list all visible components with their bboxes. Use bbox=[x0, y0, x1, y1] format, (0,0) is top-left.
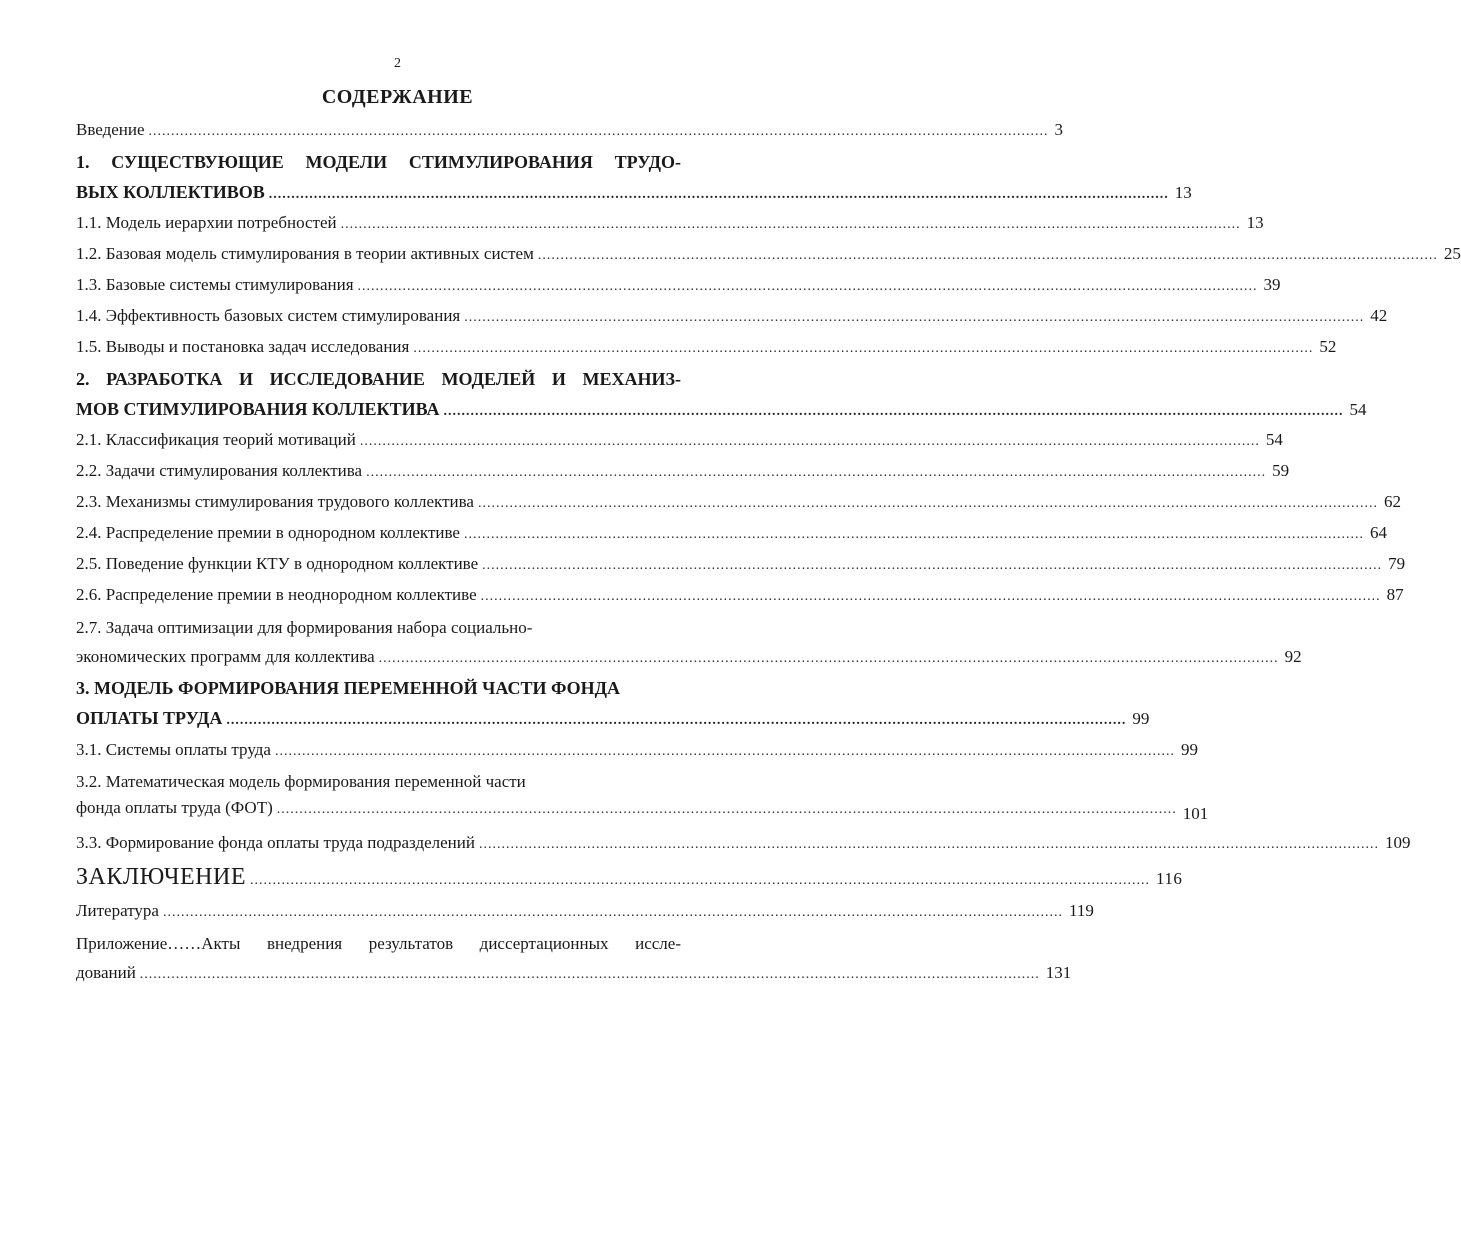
toc-entry-page: 87 bbox=[1386, 585, 1404, 604]
leader-dots: ........................................................................................................................................................................................................ bbox=[537, 248, 1438, 263]
toc-entry-1-2[interactable] bbox=[76, 244, 1461, 272]
leader-dots: ........................................................................................................................................................................................................ bbox=[480, 589, 1381, 604]
leader-dots: ........................................................................................................................................................................................................ bbox=[226, 713, 1127, 728]
toc-entry-title: ОПЛАТЫ ТРУДА bbox=[76, 708, 223, 728]
toc-entry-3-3[interactable] bbox=[76, 833, 1411, 861]
toc-entry-page: 99 bbox=[1180, 740, 1198, 759]
toc-entry-page: 13 bbox=[1246, 213, 1264, 232]
leader-dots: ........................................................................................................................................................................................................ bbox=[478, 837, 1379, 852]
toc-entry-title: ЗАКЛЮЧЕНИЕ bbox=[76, 864, 246, 890]
leader-dots: ........................................................................................................................................................................................................ bbox=[276, 802, 1177, 817]
leader-dots: ........................................................................................................................................................................................................ bbox=[477, 496, 1378, 511]
toc-entry-1-1[interactable] bbox=[76, 213, 1264, 241]
toc-entry-page: 99 bbox=[1132, 709, 1150, 728]
toc-entry-title: 1.1. Модель иерархии потребностей bbox=[76, 213, 337, 232]
leader-dots: ........................................................................................................................................................................................................ bbox=[443, 404, 1344, 419]
toc-entry-title: 1.4. Эффективность базовых систем стимулирования bbox=[76, 306, 461, 325]
toc-entry-2-7-line1: 2.7. Задача оптимизации для формирования набора социально- bbox=[76, 618, 533, 637]
leader-dots: ........................................................................................................................................................................................................ bbox=[463, 527, 1364, 542]
toc-entry-2-5[interactable] bbox=[76, 554, 1406, 582]
toc-entry-3-2-line1: 3.2. Математическая модель формирования переменной части bbox=[76, 772, 526, 791]
leader-dots: ........................................................................................................................................................................................................ bbox=[162, 905, 1063, 920]
toc-entry-title: 1.2. Базовая модель стимулирования в теории активных систем bbox=[76, 244, 534, 263]
leader-dots: ........................................................................................................................................................................................................ bbox=[482, 558, 1383, 573]
toc-entry-title: ВЫХ КОЛЛЕКТИВОВ bbox=[76, 182, 265, 202]
toc-entry-chapter-2[interactable] bbox=[76, 399, 1367, 427]
leader-dots: ........................................................................................................................................................................................................ bbox=[249, 873, 1150, 888]
leader-dots: ........................................................................................................................................................................................................ bbox=[413, 341, 1314, 356]
toc-entry-title: Введение bbox=[76, 120, 145, 139]
toc-entry-title: 2.2. Задачи стимулирования коллектива bbox=[76, 461, 363, 480]
toc-entry-title: 1.3. Базовые системы стимулирования bbox=[76, 275, 354, 294]
toc-entry-title: фонда оплаты труда (ФОТ) bbox=[76, 798, 273, 817]
leader-dots: ........................................................................................................................................................................................................ bbox=[268, 187, 1169, 202]
toc-entry-page: 62 bbox=[1383, 492, 1401, 511]
toc-entry-2-6[interactable] bbox=[76, 585, 1404, 613]
toc-entry-2-2[interactable] bbox=[76, 461, 1290, 489]
toc-entry-title: экономических программ для коллектива bbox=[76, 647, 375, 666]
toc-entry-title: 2.6. Распределение премии в неоднородном коллективе bbox=[76, 585, 477, 604]
toc-entry-page: 79 bbox=[1388, 554, 1406, 573]
page-number: 2 bbox=[394, 56, 401, 71]
toc-entry-title: 2.1. Классификация теорий мотиваций bbox=[76, 430, 356, 449]
toc-entry-page: 109 bbox=[1384, 833, 1411, 852]
toc-chapter-1-line1: 1. СУЩЕСТВУЮЩИЕ МОДЕЛИ СТИМУЛИРОВАНИЯ ТРУДО- bbox=[76, 152, 681, 172]
toc-entry-3-1[interactable] bbox=[76, 740, 1198, 768]
toc-entry-2-4[interactable] bbox=[76, 523, 1387, 551]
toc-entry-1-3[interactable] bbox=[76, 275, 1281, 303]
toc-entry-appendix-line1: Приложение……Акты внедрения результатов диссертационных иссле- bbox=[76, 934, 681, 953]
leader-dots: ........................................................................................................................................................................................................ bbox=[148, 124, 1049, 139]
leader-dots: ........................................................................................................................................................................................................ bbox=[357, 279, 1258, 294]
leader-dots: ........................................................................................................................................................................................................ bbox=[366, 465, 1267, 480]
toc-entry-page: 25 bbox=[1443, 244, 1461, 263]
toc-entry-page: 3 bbox=[1054, 120, 1064, 139]
toc-entry-page: 101 bbox=[1182, 804, 1209, 823]
toc-entry-title: Литература bbox=[76, 901, 159, 920]
leader-dots: ........................................................................................................................................................................................................ bbox=[340, 217, 1241, 232]
toc-entry-3-2[interactable] bbox=[76, 798, 1209, 826]
toc-entry-title: 3.1. Системы оплаты труда bbox=[76, 740, 271, 759]
toc-entry-page: 59 bbox=[1272, 461, 1290, 480]
toc-entry-page: 64 bbox=[1369, 523, 1387, 542]
toc-chapter-3-line1: 3. МОДЕЛЬ ФОРМИРОВАНИЯ ПЕРЕМЕННОЙ ЧАСТИ ФОНДА bbox=[76, 678, 621, 698]
leader-dots: ........................................................................................................................................................................................................ bbox=[139, 967, 1040, 982]
toc-entry-page: 13 bbox=[1174, 183, 1192, 202]
toc-entry-literature[interactable] bbox=[76, 901, 1094, 929]
toc-chapter-2-line1: 2. РАЗРАБОТКА И ИССЛЕДОВАНИЕ МОДЕЛЕЙ И МЕХАНИЗ- bbox=[76, 369, 681, 389]
toc-entry-title: 2.3. Механизмы стимулирования трудового коллектива bbox=[76, 492, 474, 511]
page-title: СОДЕРЖАНИЕ bbox=[321, 86, 474, 108]
toc-entry-page: 119 bbox=[1068, 901, 1094, 920]
toc-entry-page: 52 bbox=[1319, 337, 1337, 356]
toc-entry-introduction[interactable] bbox=[76, 120, 1064, 148]
toc-entry-page: 54 bbox=[1349, 400, 1367, 419]
toc-entry-title: дований bbox=[76, 963, 136, 982]
toc-entry-title: МОВ СТИМУЛИРОВАНИЯ КОЛЛЕКТИВА bbox=[76, 399, 440, 419]
toc-entry-page: 92 bbox=[1284, 647, 1302, 666]
toc-entry-title: 3.3. Формирование фонда оплаты труда подразделений bbox=[76, 833, 475, 852]
toc-entry-chapter-3[interactable] bbox=[76, 708, 1150, 736]
toc-entry-2-3[interactable] bbox=[76, 492, 1401, 520]
toc-entry-page: 39 bbox=[1263, 275, 1281, 294]
toc-entry-title: 2.4. Распределение премии в однородном коллективе bbox=[76, 523, 460, 542]
leader-dots: ........................................................................................................................................................................................................ bbox=[464, 310, 1365, 325]
toc-entry-page: 131 bbox=[1045, 963, 1072, 982]
toc-entry-title: 2.5. Поведение функции КТУ в однородном коллективе bbox=[76, 554, 479, 573]
toc-entry-conclusion[interactable] bbox=[76, 864, 1183, 892]
toc-entry-appendix[interactable] bbox=[76, 963, 1072, 991]
toc-entry-chapter-1[interactable] bbox=[76, 182, 1192, 210]
leader-dots: ........................................................................................................................................................................................................ bbox=[378, 651, 1279, 666]
toc-entry-1-5[interactable] bbox=[76, 337, 1337, 365]
toc-entry-1-4[interactable] bbox=[76, 306, 1388, 334]
toc-entry-page: 54 bbox=[1265, 430, 1283, 449]
toc-entry-2-7[interactable] bbox=[76, 647, 1302, 675]
toc-entry-2-1[interactable] bbox=[76, 430, 1283, 458]
toc-entry-title: 1.5. Выводы и постановка задач исследования bbox=[76, 337, 410, 356]
toc-entry-page: 42 bbox=[1370, 306, 1388, 325]
leader-dots: ........................................................................................................................................................................................................ bbox=[274, 744, 1175, 759]
toc-entry-page: 116 bbox=[1155, 869, 1183, 888]
leader-dots: ........................................................................................................................................................................................................ bbox=[359, 434, 1260, 449]
